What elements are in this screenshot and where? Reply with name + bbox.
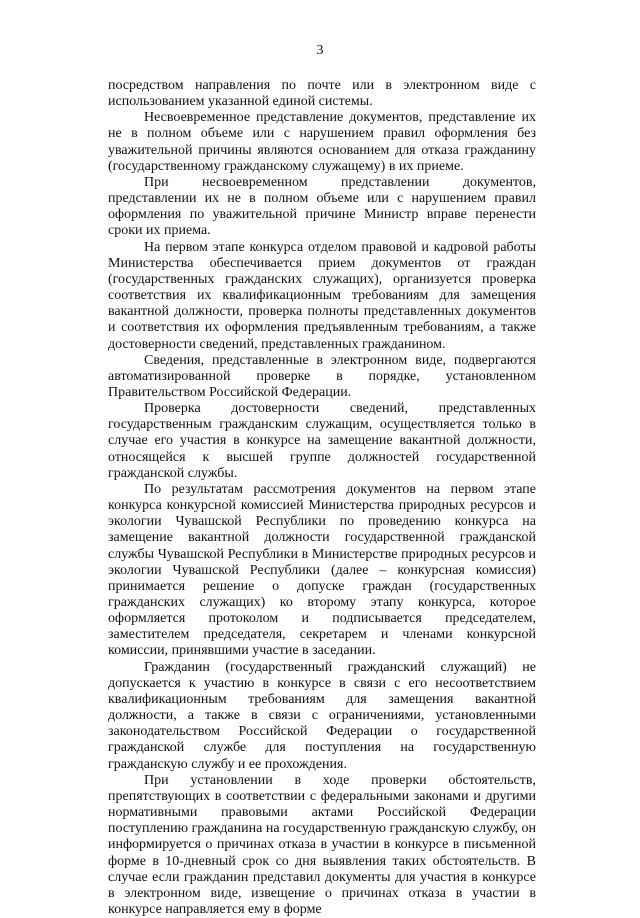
paragraph-continuation: посредством направления по почте или в электронном виде с использованием указанной единой системы. (108, 78, 536, 110)
paragraph-commission-decision: По результатам рассмотрения документов на первом этапе конкурса конкурсной комиссией Министерства природных ресурсов и экологии Чувашской Республики по проведению конкурса на замещение вакантной должности государственной гражданской службы Чувашской Республики в Министерстве природных ресурсов и экологии Чувашской Республики (далее – конкурсная комиссия) принимается решение о допуске граждан (государственных гражданских служащих) ко второму этапу конкурса, которое оформляется протоколом и подписывается председателем, заместителем председателя, секретарем и членами конкурсной комиссии, принявшими участие в заседании. (108, 481, 536, 659)
page-number: 3 (316, 43, 324, 58)
paragraph-late-submission-refusal: Несвоевременное представление документов, представление их не в полном объеме или с нарушением правил оформления без уважительной причины являются основанием для отказа гражданину (государственному гражданскому служащему) в их приеме. (108, 110, 536, 174)
paragraph-electronic-check: Сведения, представленные в электронном виде, подвергаются автоматизированной проверке в порядке, установленном Правительством Российской Федерации. (108, 352, 536, 400)
paragraph-non-admission: Гражданин (государственный гражданский служащий) не допускается к участию в конкурсе в связи с его несоответствием квалификационным требованиям для замещения вакантной должности, а также в связи с ограничениями, установленными законодательством Российской Федерации о государственной гражданской службе для поступления на государственную гражданскую службу и ее прохождения. (108, 659, 536, 772)
paragraph-first-stage: На первом этапе конкурса отделом правовой и кадровой работы Министерства обеспечивается прием документов от граждан (государственных гражданских служащих), организуется проверка соответствия их квалификационным требованиям для замещения вакантной должности, проверка полноты представленных документов и соответствия их оформления предъявленным требованиям, а также достоверности сведений, представленных гражданином. (108, 239, 536, 352)
document-body (108, 78, 536, 918)
paragraph-deadline-postponement: При несвоевременном представлении документов, представлении их не в полном объеме или с нарушением правил оформления по уважительной причине Министр вправе перенести сроки их приема. (108, 174, 536, 239)
paragraph-reliability-check: Проверка достоверности сведений, представленных государственным гражданским служащим, осуществляется только в случае его участия в конкурсе на замещение вакантной должности, относящейся к высшей группе должностей государственной гражданской службы. (108, 401, 536, 481)
paragraph-refusal-notification: При установлении в ходе проверки обстоятельств, препятствующих в соответствии с федеральными законами и другими нормативными правовыми актами Российской Федерации поступлению гражданина на государственную гражданскую службу, он информируется о причинах отказа в участии в конкурсе в письменной форме в 10-дневный срок со дня выявления таких обстоятельств. В случае если гражданин представил документы для участия в конкурсе в электронном виде, извещение о причинах отказа в участии в конкурсе направляется ему в форме (108, 772, 536, 917)
